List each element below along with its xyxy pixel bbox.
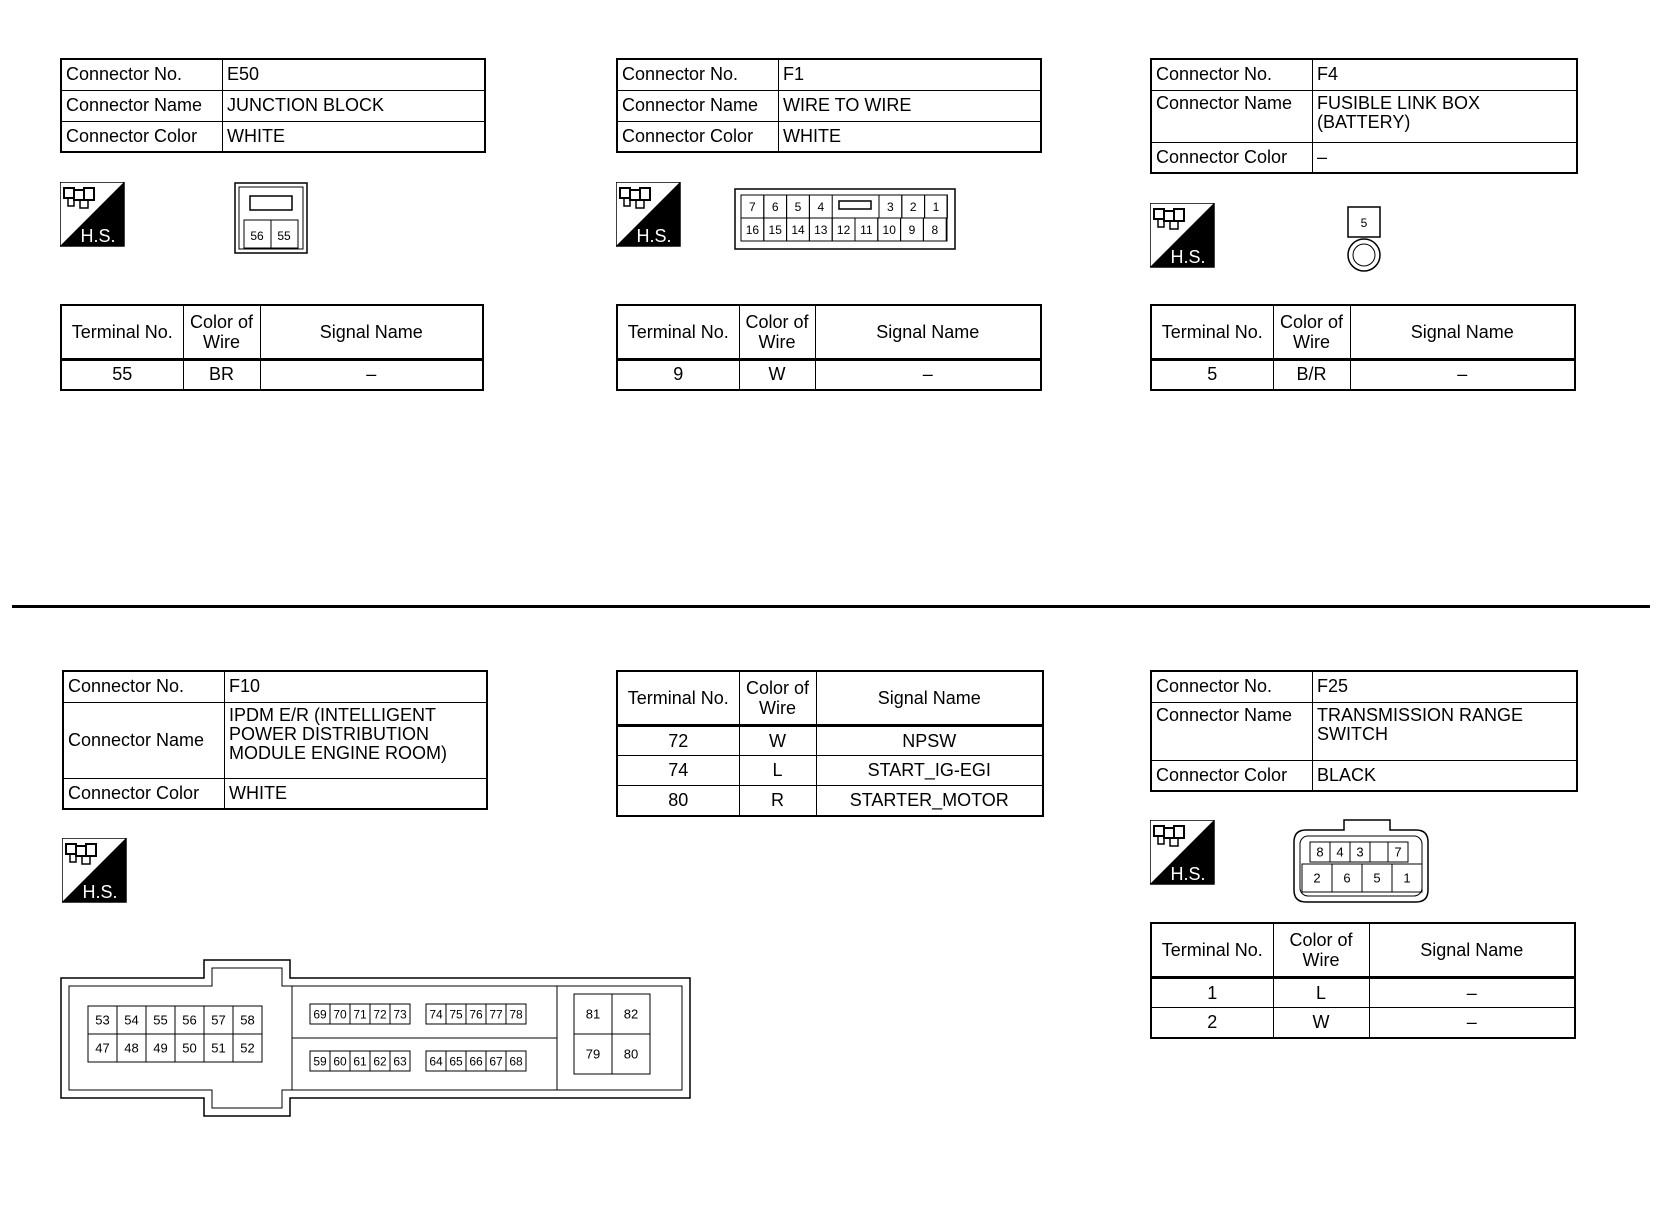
f10-connector-name: [225, 702, 488, 778]
pin-54: 54: [124, 1012, 139, 1028]
pin-50: 50: [182, 1040, 197, 1056]
signal-name-header: Signal Name: [815, 305, 1041, 360]
color-of-text: Color of: [745, 678, 810, 698]
signal-name-header: Signal Name: [1350, 305, 1575, 360]
connector-name-label: Connector Name: [617, 90, 779, 121]
hs-label: H.S.: [636, 226, 672, 246]
pin-66: 66: [469, 1054, 483, 1069]
terminal-cell: 72: [617, 726, 739, 756]
f1-connector-color: WHITE: [779, 121, 1042, 152]
connector-no-label: Connector No.: [63, 671, 225, 702]
e50-connector-color: WHITE: [223, 121, 486, 152]
f10-name-line1: IPDM E/R (INTELLIGENT: [229, 704, 437, 725]
f1-connector-no: F1: [779, 59, 1042, 90]
pin-9: 9: [908, 222, 916, 237]
pin-67: 67: [489, 1054, 503, 1069]
terminal-cell: 2: [1151, 1008, 1273, 1038]
pin-1: 1: [932, 199, 940, 214]
wire-color-header: [1273, 305, 1350, 360]
pin-58: 58: [240, 1012, 255, 1028]
f10-connector-info: [62, 670, 488, 810]
wire-text: Wire: [203, 332, 240, 352]
wire-color-header: [1273, 923, 1369, 978]
f1-connector-name: WIRE TO WIRE: [779, 90, 1042, 121]
pin-55: 55: [277, 229, 291, 243]
pin-63: 63: [393, 1054, 407, 1069]
pin-47: 47: [95, 1040, 110, 1056]
terminal-no-header: Terminal No.: [61, 305, 183, 360]
pin-2: 2: [909, 199, 917, 214]
color-of-text: Color of: [189, 312, 254, 332]
pin-68: 68: [509, 1054, 523, 1069]
pin-77: 77: [489, 1007, 503, 1022]
pin-8: 8: [1316, 844, 1324, 860]
pin-61: 61: [353, 1054, 367, 1069]
connector-color-label: Connector Color: [1151, 142, 1313, 173]
connector-color-label: Connector Color: [61, 121, 223, 152]
wire-color-header: [739, 671, 816, 726]
wire-text: Wire: [759, 698, 796, 718]
connector-name-label: Connector Name: [63, 702, 225, 778]
pin-16: 16: [745, 222, 760, 237]
f4-connector-no: F4: [1313, 59, 1578, 90]
signal-name-header: Signal Name: [260, 305, 483, 360]
f25-connector-info: [1150, 670, 1578, 792]
pin-1: 1: [1403, 870, 1411, 886]
terminal-no-header: Terminal No.: [1151, 923, 1273, 978]
signal-name-header: Signal Name: [816, 671, 1043, 726]
pin-60: 60: [333, 1054, 347, 1069]
f25-pin-grid: [1302, 842, 1422, 892]
pin-12: 12: [836, 222, 851, 237]
pin-69: 69: [313, 1007, 327, 1022]
pin-14: 14: [791, 222, 805, 237]
wire-cell: W: [739, 726, 816, 756]
pin-72: 72: [373, 1007, 387, 1022]
f25-name-line1: TRANSMISSION RANGE: [1317, 704, 1524, 725]
pin-73: 73: [393, 1007, 407, 1022]
pin-55: 55: [153, 1012, 168, 1028]
signal-cell: STARTER_MOTOR: [816, 786, 1043, 816]
f1-connector-info: [616, 58, 1042, 153]
hs-label: H.S.: [1170, 247, 1206, 267]
pin-2: 2: [1313, 870, 1321, 886]
f25-name-line2: SWITCH: [1317, 723, 1388, 744]
connector-no-label: Connector No.: [617, 59, 779, 90]
f10-connector-face: [60, 958, 694, 1120]
pin-82: 82: [623, 1006, 639, 1022]
pin-7: 7: [749, 199, 756, 214]
terminal-cell: 1: [1151, 978, 1273, 1008]
pin-62: 62: [373, 1054, 387, 1069]
wire-cell: W: [739, 360, 815, 390]
pin-6: 6: [771, 199, 779, 214]
pin-3: 3: [887, 199, 894, 214]
signal-name-header: Signal Name: [1369, 923, 1575, 978]
hs-label: H.S.: [82, 882, 118, 902]
pin-59: 59: [313, 1054, 327, 1069]
color-of-text: Color of: [1279, 312, 1344, 332]
pin-74: 74: [429, 1007, 443, 1022]
connector-color-label: Connector Color: [63, 778, 225, 809]
connector-name-label: Connector Name: [61, 90, 223, 121]
f25-connector-name: [1313, 702, 1578, 760]
harness-side-icon: [62, 838, 128, 906]
pin-4: 4: [817, 199, 825, 214]
pin-51: 51: [211, 1040, 226, 1056]
terminal-cell: 9: [617, 360, 739, 390]
pin-7: 7: [1394, 844, 1402, 860]
f4-name-line2: (BATTERY): [1317, 111, 1411, 132]
pin-15: 15: [768, 222, 782, 237]
wire-color-header: [739, 305, 815, 360]
signal-cell: NPSW: [816, 726, 1043, 756]
pin-5: 5: [1373, 870, 1381, 886]
wire-cell: B/R: [1273, 360, 1350, 390]
pin-5: 5: [1360, 216, 1368, 230]
wire-cell: L: [1273, 978, 1369, 1008]
f1-bottom-pin-row: [741, 218, 946, 241]
color-of-text: Color of: [745, 312, 809, 332]
color-of-text: Color of: [1289, 930, 1353, 950]
signal-cell: –: [815, 360, 1041, 390]
harness-side-icon: [616, 182, 682, 250]
e50-connector-no: E50: [223, 59, 486, 90]
pin-70: 70: [333, 1007, 347, 1022]
wire-color-header: [183, 305, 260, 360]
terminal-cell: 55: [61, 360, 183, 390]
pin-5: 5: [794, 199, 802, 214]
pin-52: 52: [240, 1040, 255, 1056]
pin-81: 81: [585, 1006, 601, 1022]
f4-connector-info: [1150, 58, 1578, 174]
pin-10: 10: [882, 222, 896, 237]
pin-56: 56: [250, 229, 264, 243]
terminal-no-header: Terminal No.: [617, 305, 739, 360]
wire-cell: R: [739, 786, 816, 816]
pin-8: 8: [931, 222, 939, 237]
e50-connector-face: [234, 182, 310, 256]
pin-13: 13: [814, 222, 828, 237]
e50-terminal-table: [60, 304, 484, 391]
terminal-no-header: Terminal No.: [617, 671, 739, 726]
signal-cell: –: [260, 360, 483, 390]
pin-76: 76: [469, 1007, 483, 1022]
signal-cell: –: [1369, 1008, 1575, 1038]
pin-56: 56: [182, 1012, 197, 1028]
f10-terminal-table: [616, 670, 1044, 817]
pin-53: 53: [95, 1012, 110, 1028]
f1-top-pin-row: [741, 195, 947, 218]
wire-text: Wire: [1293, 332, 1330, 352]
pin-75: 75: [449, 1007, 463, 1022]
terminal-cell: 5: [1151, 360, 1273, 390]
pin-11: 11: [860, 222, 873, 237]
terminal-cell: 74: [617, 756, 739, 786]
terminal-no-header: Terminal No.: [1151, 305, 1273, 360]
terminal-cell: 80: [617, 786, 739, 816]
f10-name-line2: POWER DISTRIBUTION: [229, 723, 430, 744]
pin-57: 57: [211, 1012, 226, 1028]
pin-49: 49: [153, 1040, 168, 1056]
f10-name-line3: MODULE ENGINE ROOM): [229, 742, 448, 763]
pin-78: 78: [509, 1007, 523, 1022]
f4-name-line1: FUSIBLE LINK BOX: [1317, 92, 1481, 113]
pin-65: 65: [449, 1054, 463, 1069]
signal-cell: –: [1350, 360, 1575, 390]
f4-connector-name: [1313, 90, 1578, 142]
connector-name-label: Connector Name: [1151, 90, 1313, 142]
wire-text: Wire: [1302, 950, 1340, 970]
wire-cell: L: [739, 756, 816, 786]
wire-cell: BR: [183, 360, 260, 390]
pin-79: 79: [585, 1046, 601, 1062]
pin-4: 4: [1336, 844, 1344, 860]
pin-3: 3: [1356, 844, 1364, 860]
f10-left-pin-block: [88, 1006, 262, 1062]
pin-80: 80: [623, 1046, 639, 1062]
connector-no-label: Connector No.: [1151, 59, 1313, 90]
f10-connector-color: WHITE: [225, 778, 488, 809]
pin-64: 64: [429, 1054, 443, 1069]
f25-terminal-table: [1150, 922, 1576, 1039]
harness-side-icon: [1150, 820, 1216, 888]
harness-side-icon: [60, 182, 126, 250]
pin-71: 71: [353, 1007, 367, 1022]
wire-text: Wire: [758, 332, 796, 352]
signal-cell: START_IG-EGI: [816, 756, 1043, 786]
pin-cell: [1370, 842, 1388, 862]
f25-connector-color: BLACK: [1313, 760, 1578, 791]
f1-terminal-table: [616, 304, 1042, 391]
signal-cell: –: [1369, 978, 1575, 1008]
connector-color-label: Connector Color: [1151, 760, 1313, 791]
connector-no-label: Connector No.: [61, 59, 223, 90]
e50-connector-info: [60, 58, 486, 153]
connector-color-label: Connector Color: [617, 121, 779, 152]
section-divider: [12, 605, 1650, 608]
hs-label: H.S.: [80, 226, 116, 246]
hs-label: H.S.: [1170, 864, 1206, 884]
f25-connector-face: [1292, 818, 1432, 906]
e50-connector-name: JUNCTION BLOCK: [223, 90, 486, 121]
harness-side-icon: [1150, 203, 1216, 271]
f10-connector-no: F10: [225, 671, 488, 702]
f10-right-pin-block: [574, 994, 650, 1074]
f4-connector-face: [1345, 205, 1385, 273]
connector-no-label: Connector No.: [1151, 671, 1313, 702]
pin-48: 48: [124, 1040, 139, 1056]
pin-6: 6: [1343, 870, 1351, 886]
f4-terminal-table: [1150, 304, 1576, 391]
f1-connector-face: [734, 188, 958, 252]
f25-connector-no: F25: [1313, 671, 1578, 702]
wire-cell: W: [1273, 1008, 1369, 1038]
connector-name-label: Connector Name: [1151, 702, 1313, 760]
f4-connector-color: –: [1313, 142, 1578, 173]
